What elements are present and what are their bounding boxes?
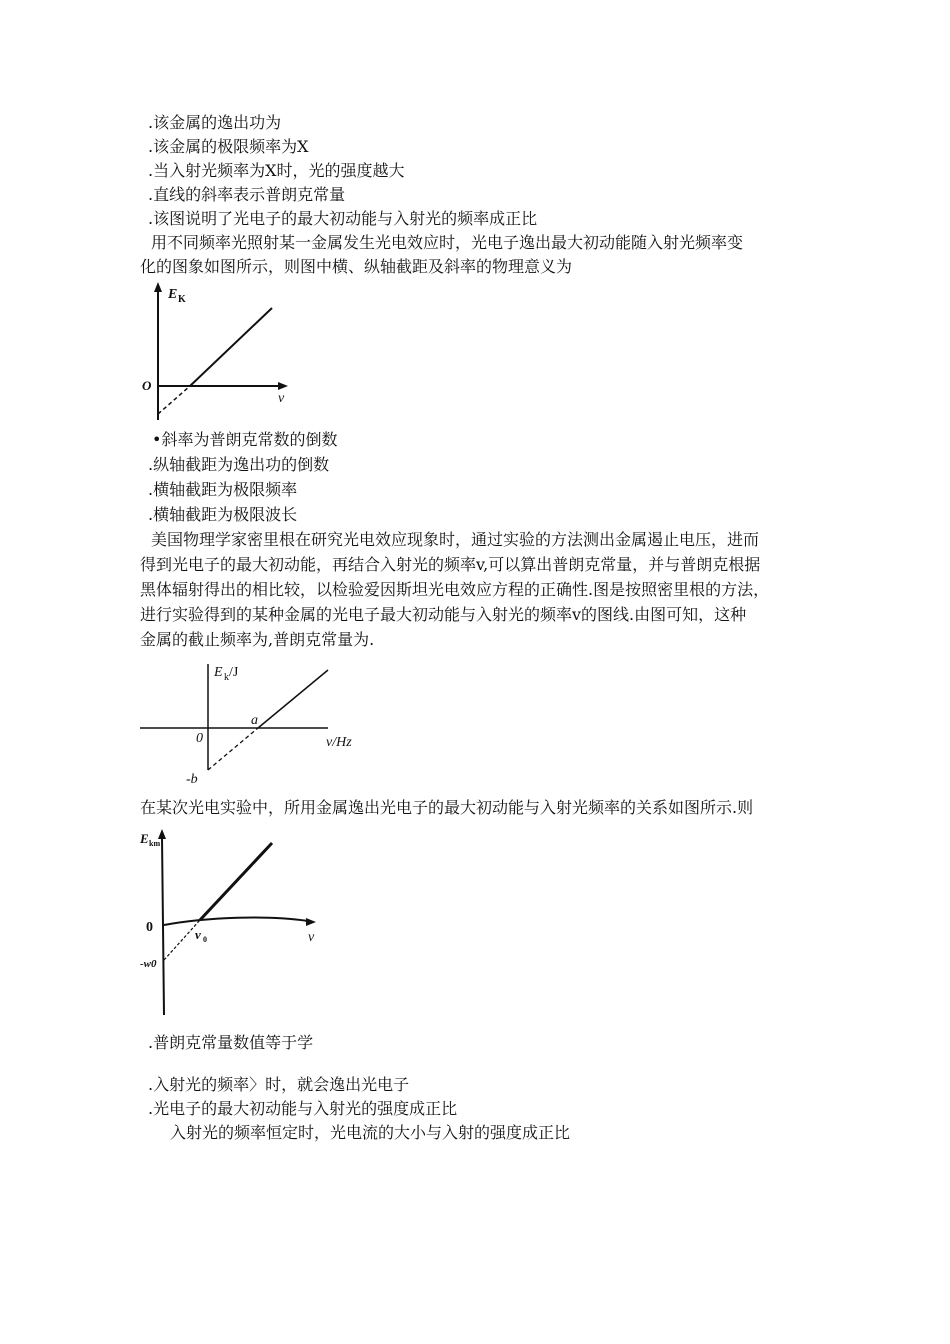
q4-option-4: 入射光的频率恒定时，光电流的大小与入射的强度成正比 [170,1123,571,1142]
q3-stem-line-4: 进行实验得到的某种金属的光电子最大初动能与入射光的频率v的图线.由图可知，这种 [140,605,747,624]
fig1-y-subscript: K [178,294,186,305]
q2-option-4: .横轴截距为极限波长 [148,505,298,524]
q2-option-3: .横轴截距为极限频率 [148,480,298,499]
fig3-y-label: E [140,831,149,846]
q1-option-2: .该金属的极限频率为X [148,137,309,156]
fig3-x-label: v [308,930,315,945]
fig3-y-subscript: km [149,839,161,848]
fig2-y-unit: /J [229,665,239,680]
q3-stem-line-3: 黑体辐射得出的相比较，以检验爱因斯坦光电效应方程的正确性.图是按照密里根的方法， [140,580,770,599]
q3-stem-line-5: 金属的截止频率为,普朗克常量为. [140,630,375,649]
q4-stem: 在某次光电实验中，所用金属逸出光电子的最大初动能与入射光频率的关系如图所示.则 [140,798,754,817]
fig2-y-intercept-label: -b [186,772,198,787]
fig2-y-label: E [214,665,223,680]
q2-option-2: .纵轴截距为逸出功的倒数 [148,455,330,474]
q4-option-3: .光电子的最大初动能与入射光的强度成正比 [148,1099,458,1118]
fig3-y-intercept-label: -w0 [140,958,157,970]
figure-2-ek-graph [138,658,368,788]
figure-1-ek-graph [138,280,298,422]
fig3-x-intercept-label: v [195,927,201,942]
q3-stem-line-2: 得到光电子的最大初动能，再结合入射光的频率v,可以算出普朗克常量，并与普朗克根据 [140,555,761,574]
fig2-origin-label: 0 [196,731,203,746]
q3-stem-line-1: 美国物理学家密里根在研究光电效应现象时，通过实验的方法测出金属遏止电压，进而 [151,530,760,549]
fig3-origin-label: 0 [146,920,153,935]
q4-option-2: .入射光的频率〉时，就会逸出光电子 [148,1075,410,1094]
q1-option-1: .该金属的逸出功为 [148,113,282,132]
q2-stem-line-1: 用不同频率光照射某一金属发生光电效应时，光电子逸出最大初动能随入射光频率变 [151,233,744,252]
fig2-x-label: v/Hz [326,735,352,750]
fig2-y-subscript: k [224,672,229,683]
q4-option-1: .普朗克常量数值等于学 [148,1033,314,1052]
fig1-origin-label: O [142,378,152,393]
fig1-y-label: E [168,287,178,302]
fig1-x-label: v [278,391,285,406]
fig2-x-intercept-label: a [251,713,258,728]
q1-option-4: .直线的斜率表示普朗克常量 [148,185,346,204]
q2-stem-line-2: 化的图象如图所示，则图中横、纵轴截距及斜率的物理意义为 [140,257,573,276]
fig3-x-intercept-subscript: 0 [203,935,207,944]
q2-option-1: •斜率为普朗克常数的倒数 [152,430,338,449]
figure-3-ekm-graph [138,825,338,1020]
q1-option-5: .该图说明了光电子的最大初动能与入射光的频率成正比 [148,209,538,228]
q1-option-3: .当入射光频率为X时，光的强度越大 [148,161,405,180]
